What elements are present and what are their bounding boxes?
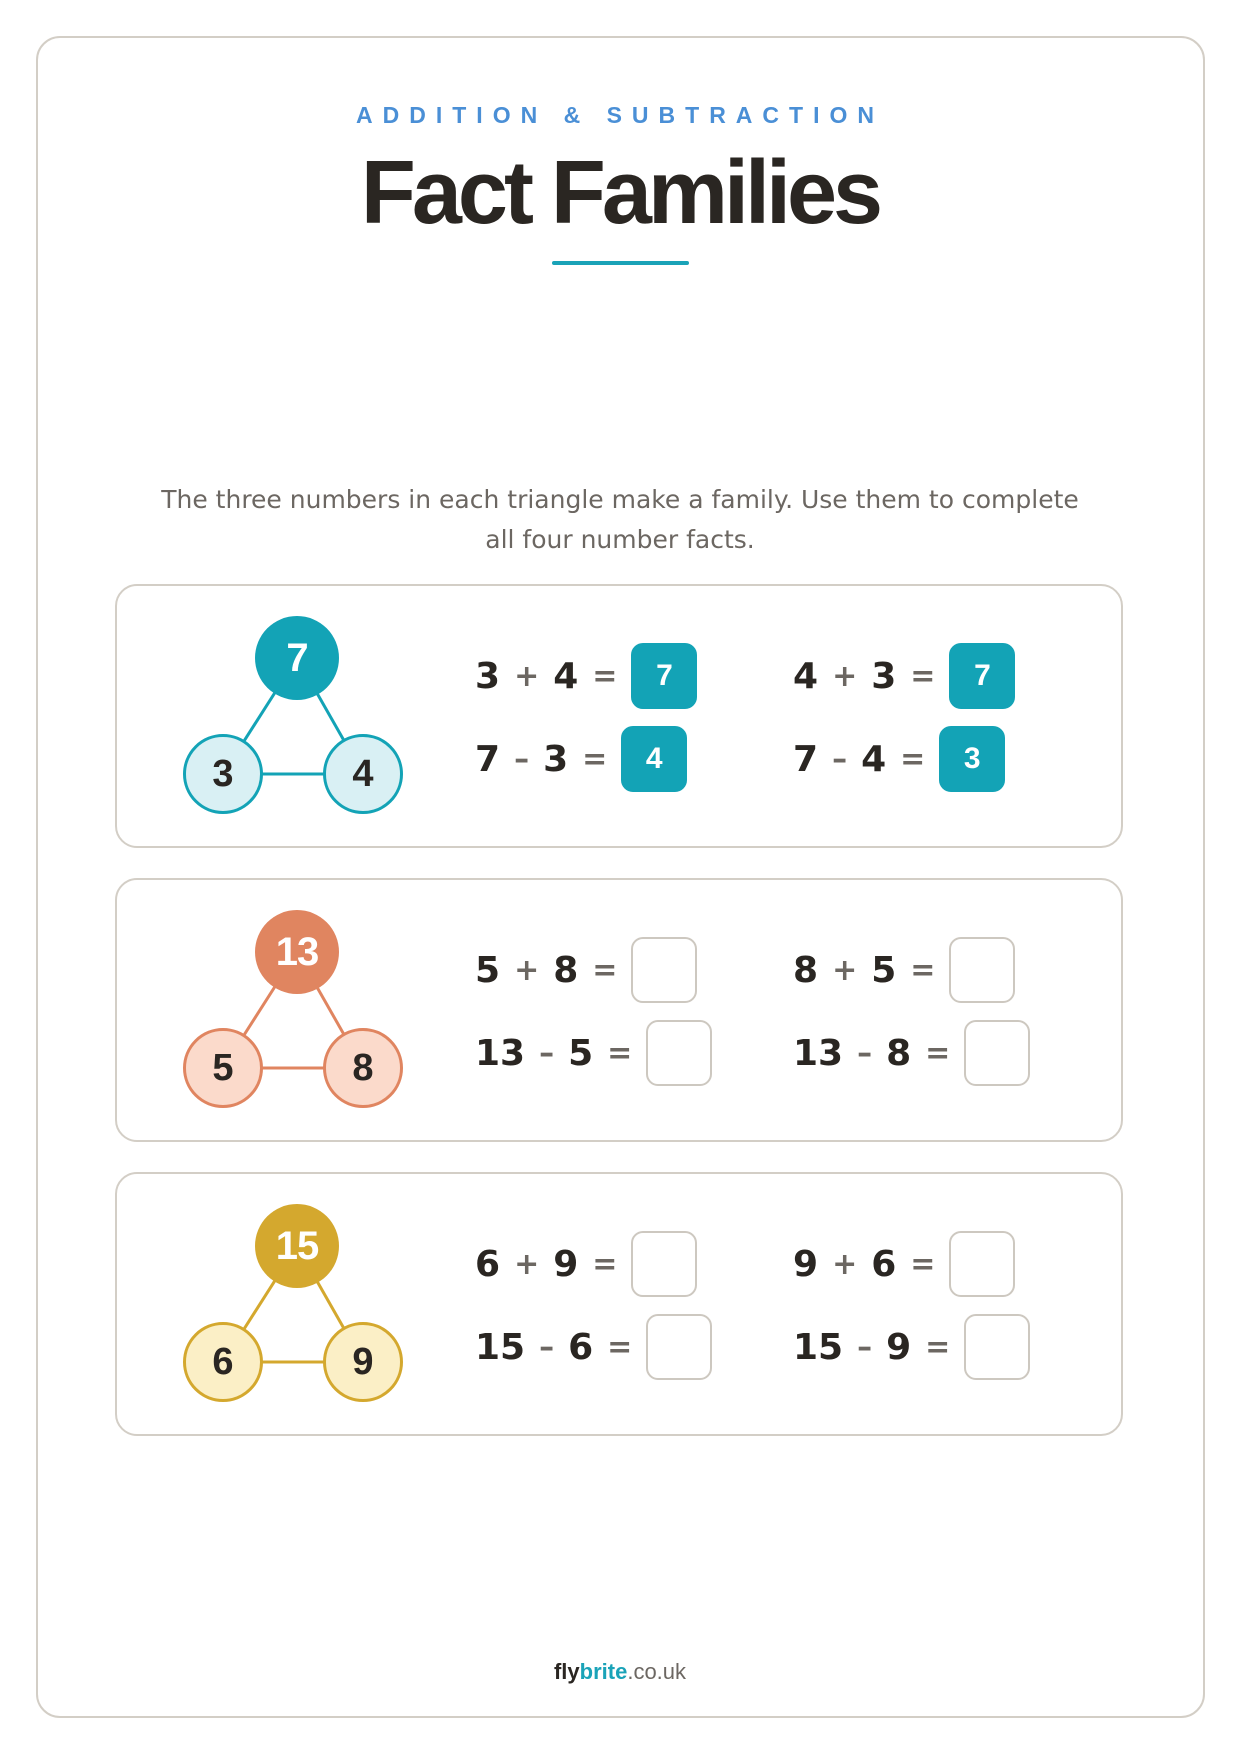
operand-a: 4 xyxy=(793,655,819,697)
number-fact xyxy=(475,1020,712,1086)
answer-box-filled: 4 xyxy=(621,726,687,792)
operand-a: 9 xyxy=(793,1243,819,1285)
footer-brand xyxy=(0,1659,1240,1685)
operand-b: 9 xyxy=(553,1243,579,1285)
equals-sign: = xyxy=(910,1246,936,1282)
answer-box-empty[interactable] xyxy=(964,1314,1030,1380)
operator-sign: – xyxy=(832,741,848,777)
number-fact xyxy=(475,937,697,1003)
part-number-circle-left: 3 xyxy=(183,734,263,814)
answer-box-empty[interactable] xyxy=(631,1231,697,1297)
operator-sign: + xyxy=(832,1246,858,1282)
operand-b: 5 xyxy=(568,1032,594,1074)
equals-sign: = xyxy=(592,952,618,988)
operand-b: 5 xyxy=(871,949,897,991)
fact-family-card xyxy=(115,1172,1123,1436)
equals-sign: = xyxy=(607,1329,633,1365)
operand-a: 15 xyxy=(793,1326,844,1368)
operator-sign: – xyxy=(514,741,530,777)
answer-box-empty[interactable] xyxy=(949,1231,1015,1297)
operand-a: 6 xyxy=(475,1243,501,1285)
operand-a: 13 xyxy=(793,1032,844,1074)
operator-sign: + xyxy=(832,658,858,694)
operator-sign: + xyxy=(832,952,858,988)
operand-a: 3 xyxy=(475,655,501,697)
equals-sign: = xyxy=(925,1035,951,1071)
answer-box-filled: 7 xyxy=(949,643,1015,709)
equals-sign: = xyxy=(592,1246,618,1282)
number-fact xyxy=(793,1231,1015,1297)
answer-box-empty[interactable] xyxy=(646,1020,712,1086)
operand-b: 8 xyxy=(886,1032,912,1074)
equals-sign: = xyxy=(910,658,936,694)
equals-sign: = xyxy=(582,741,608,777)
operand-b: 3 xyxy=(871,655,897,697)
operand-b: 6 xyxy=(568,1326,594,1368)
part-number-circle-left: 6 xyxy=(183,1322,263,1402)
brand-fly: fly xyxy=(553,1659,580,1684)
equals-sign: = xyxy=(607,1035,633,1071)
brand-domain: .co.uk xyxy=(627,1659,687,1684)
operand-b: 4 xyxy=(553,655,579,697)
answer-box-filled: 7 xyxy=(631,643,697,709)
number-fact xyxy=(793,1314,1030,1380)
number-fact xyxy=(475,726,687,792)
operator-sign: – xyxy=(539,1035,555,1071)
number-triangle xyxy=(183,616,409,816)
number-fact xyxy=(475,643,697,709)
answer-box-empty[interactable] xyxy=(964,1020,1030,1086)
operand-b: 8 xyxy=(553,949,579,991)
operand-a: 5 xyxy=(475,949,501,991)
answer-box-empty[interactable] xyxy=(949,937,1015,1003)
number-fact xyxy=(793,643,1015,709)
equals-sign: = xyxy=(925,1329,951,1365)
whole-number-circle: 13 xyxy=(255,910,339,994)
operand-b: 3 xyxy=(543,738,569,780)
brand-brite: brite xyxy=(579,1659,628,1684)
number-triangle xyxy=(183,1204,409,1404)
title-underline xyxy=(552,261,689,265)
worksheet-subtitle: ADDITION & SUBTRACTION xyxy=(356,102,884,128)
answer-box-filled: 3 xyxy=(939,726,1005,792)
operator-sign: – xyxy=(539,1329,555,1365)
part-number-circle-right: 8 xyxy=(323,1028,403,1108)
part-number-circle-right: 9 xyxy=(323,1322,403,1402)
operand-b: 9 xyxy=(886,1326,912,1368)
worksheet-title: Fact Families xyxy=(360,143,880,243)
operator-sign: – xyxy=(857,1329,873,1365)
part-number-circle-right: 4 xyxy=(323,734,403,814)
part-number-circle-left: 5 xyxy=(183,1028,263,1108)
number-fact xyxy=(793,726,1005,792)
equals-sign: = xyxy=(900,741,926,777)
number-fact xyxy=(475,1314,712,1380)
operand-a: 7 xyxy=(793,738,819,780)
operand-b: 6 xyxy=(871,1243,897,1285)
whole-number-circle: 7 xyxy=(255,616,339,700)
instructions-text: The three numbers in each triangle make a family. Use them to complete all four number facts. xyxy=(161,485,1079,554)
worksheet-frame xyxy=(36,36,1205,1718)
operand-a: 8 xyxy=(793,949,819,991)
answer-box-empty[interactable] xyxy=(646,1314,712,1380)
number-triangle xyxy=(183,910,409,1110)
answer-box-empty[interactable] xyxy=(631,937,697,1003)
operator-sign: + xyxy=(514,1246,540,1282)
number-fact xyxy=(793,1020,1030,1086)
operator-sign: – xyxy=(857,1035,873,1071)
operand-a: 7 xyxy=(475,738,501,780)
number-fact xyxy=(475,1231,697,1297)
operator-sign: + xyxy=(514,658,540,694)
whole-number-circle: 15 xyxy=(255,1204,339,1288)
number-fact xyxy=(793,937,1015,1003)
equals-sign: = xyxy=(592,658,618,694)
operand-a: 13 xyxy=(475,1032,526,1074)
equals-sign: = xyxy=(910,952,936,988)
operand-b: 4 xyxy=(861,738,887,780)
operand-a: 15 xyxy=(475,1326,526,1368)
fact-family-card xyxy=(115,584,1123,848)
fact-family-card xyxy=(115,878,1123,1142)
operator-sign: + xyxy=(514,952,540,988)
